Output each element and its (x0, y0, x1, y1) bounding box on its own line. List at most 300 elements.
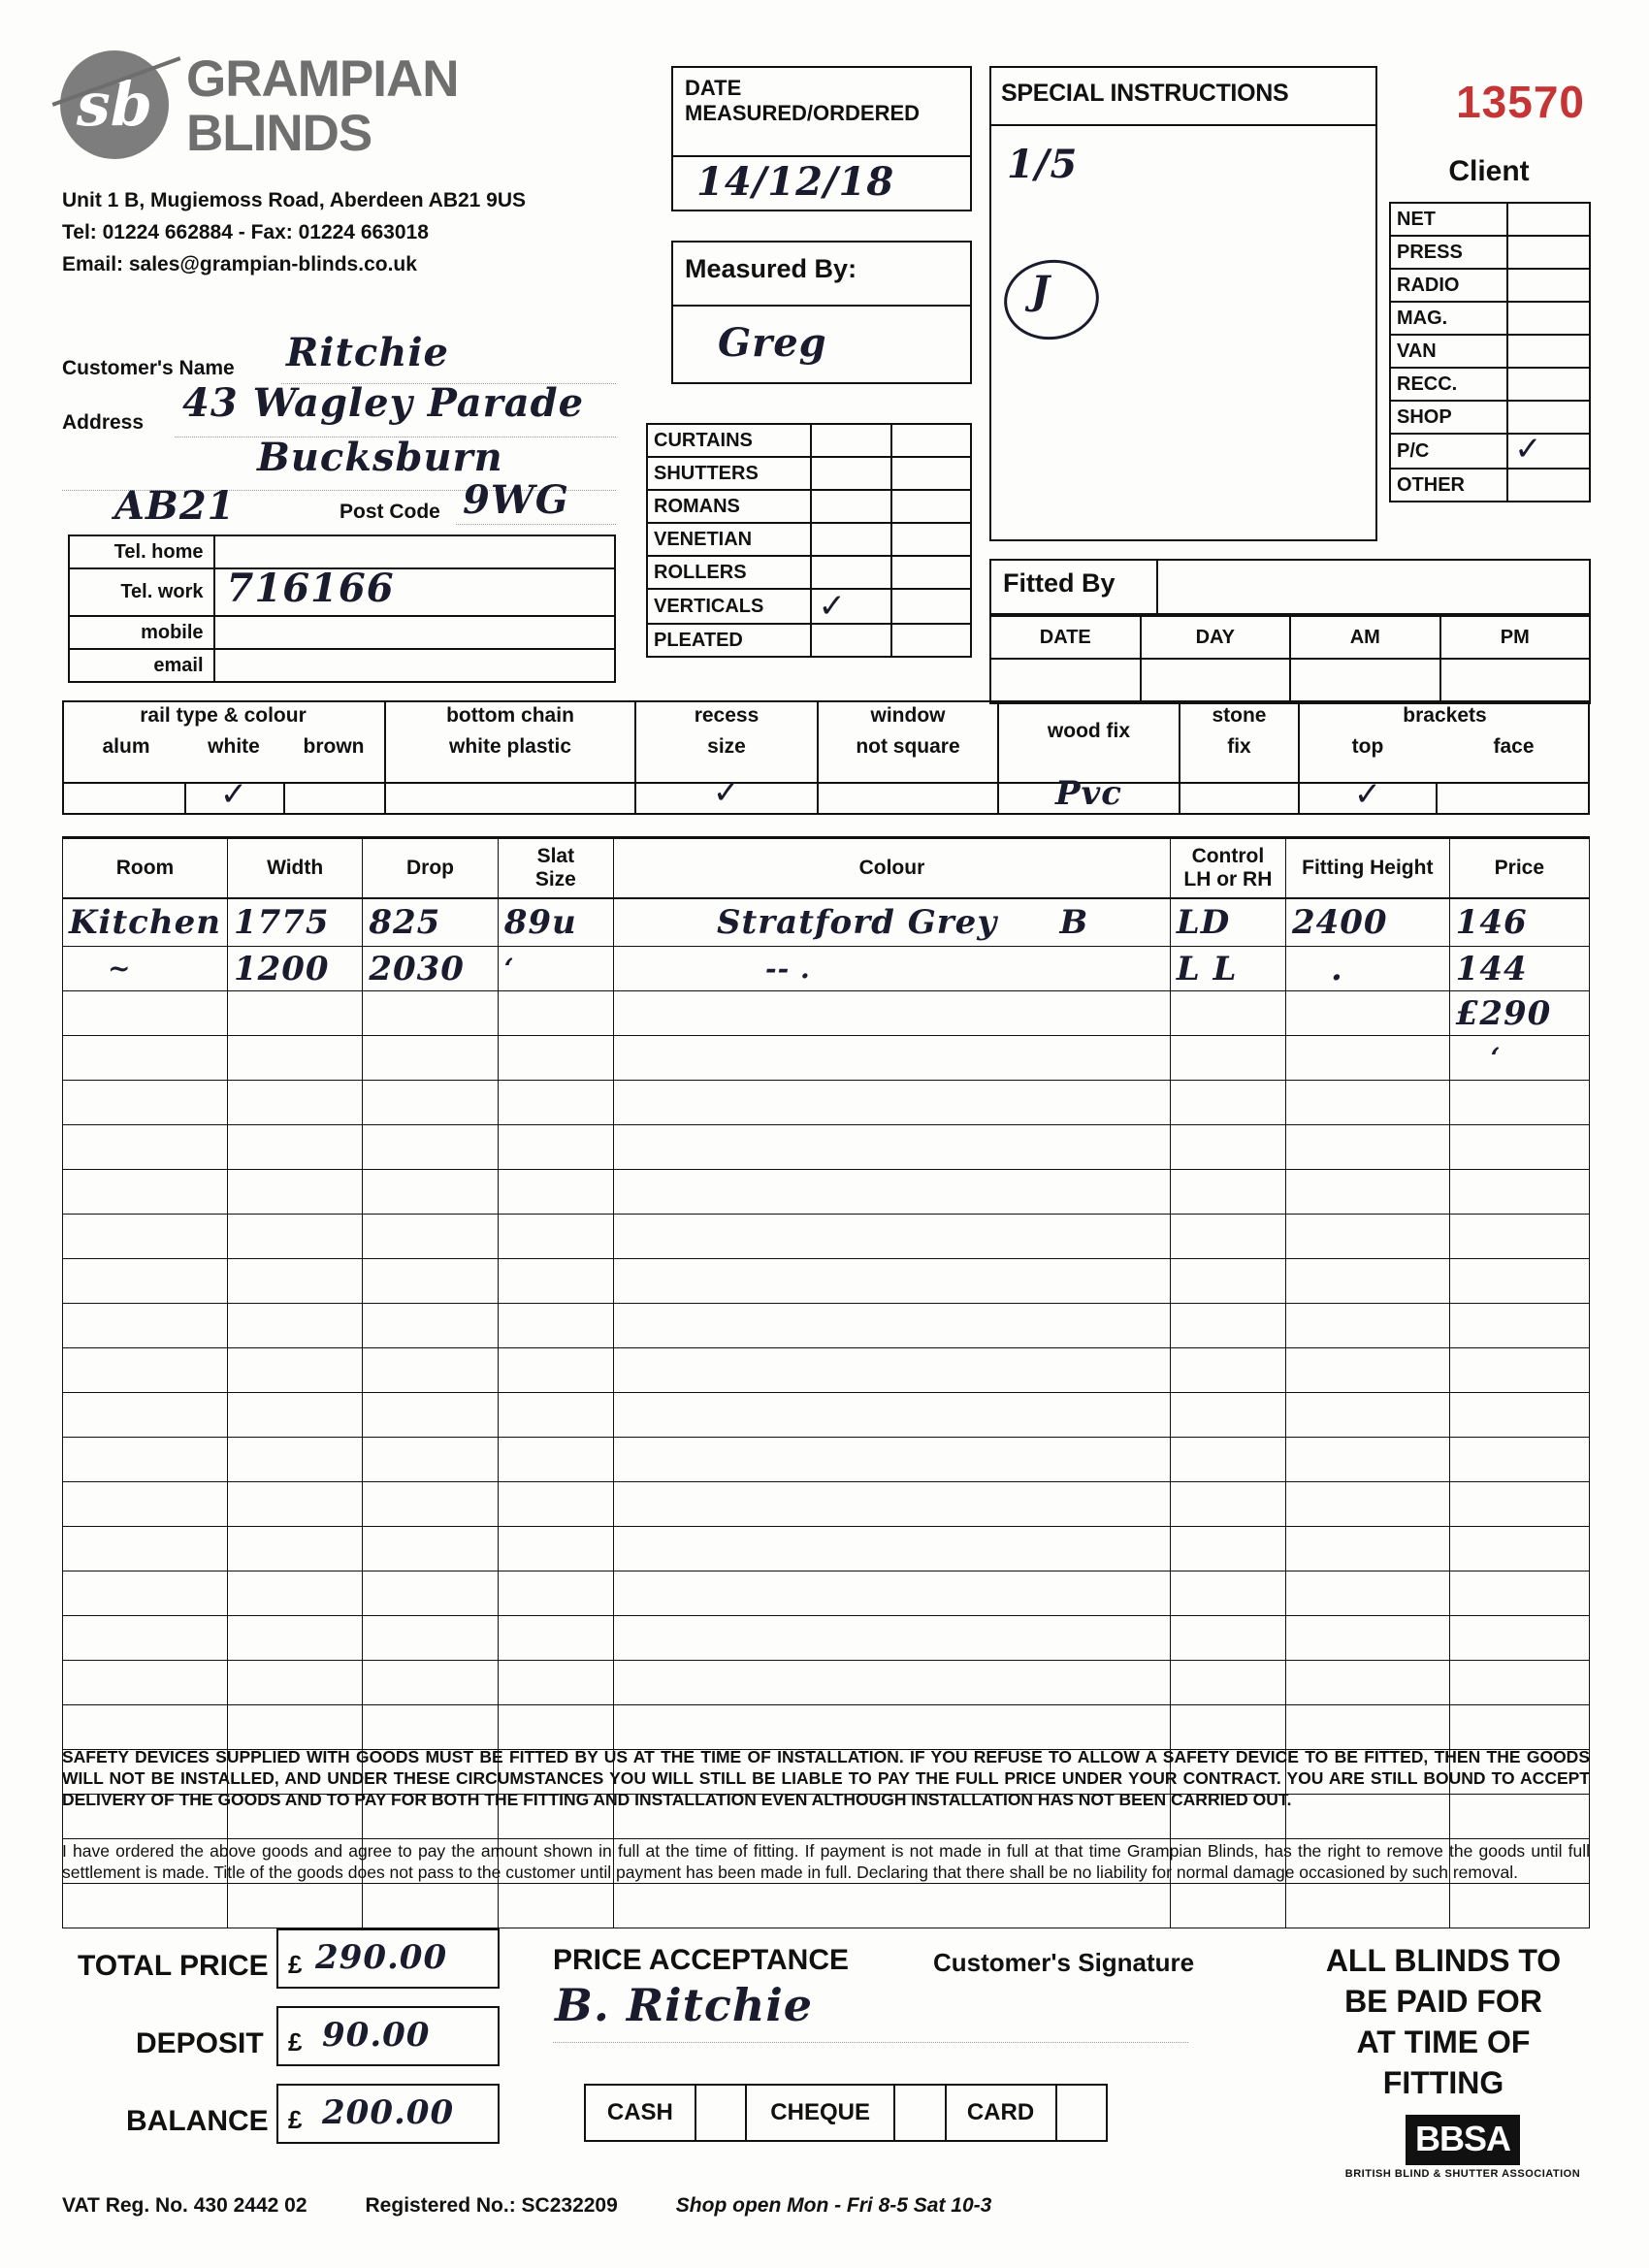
company-address: Unit 1 B, Mugiemoss Road, Aberdeen AB21 9US (62, 189, 527, 211)
cell-slat[interactable] (498, 1482, 613, 1527)
cell-drop[interactable] (363, 1438, 498, 1482)
cell-control[interactable] (1170, 1438, 1285, 1482)
product-type-label-2: ROMANS (647, 490, 811, 523)
cell-slat[interactable] (498, 1304, 613, 1348)
cell-height[interactable] (1285, 1482, 1449, 1527)
cell-price[interactable] (1449, 1259, 1589, 1304)
cell-control[interactable] (1170, 1304, 1285, 1348)
payment-cash-box[interactable] (695, 2085, 746, 2141)
balance-currency: £ (288, 2105, 303, 2134)
cell-height[interactable] (1285, 1125, 1449, 1170)
cell-drop[interactable] (363, 1036, 498, 1081)
cell-room[interactable] (63, 1259, 228, 1304)
cell-colour-text: Stratford Grey (717, 902, 998, 942)
date-label-line1: DATE (685, 76, 742, 100)
cell-colour[interactable] (614, 1705, 1171, 1750)
company-phone: Tel: 01224 662884 - Fax: 01224 663018 (62, 221, 429, 243)
items-col-room: Room (63, 838, 228, 898)
cell-slat[interactable] (498, 1616, 613, 1661)
table-row (63, 1705, 1590, 1750)
cell-control[interactable] (1170, 991, 1285, 1036)
client-label-2: RADIO (1390, 269, 1507, 302)
cell-colour[interactable] (614, 1616, 1171, 1661)
cell-room[interactable] (63, 1304, 228, 1348)
cell-price[interactable] (1449, 1348, 1589, 1393)
option-cell-window[interactable] (819, 782, 997, 815)
cell-room[interactable] (63, 1705, 228, 1750)
table-row (63, 1393, 1590, 1438)
cell-width[interactable] (227, 1661, 362, 1705)
cell-drop[interactable] (363, 991, 498, 1036)
cell-slat[interactable] (498, 898, 613, 947)
cell-height[interactable] (1285, 1661, 1449, 1705)
cell-slat[interactable] (498, 1661, 613, 1705)
cell-drop[interactable] (363, 1482, 498, 1527)
cell-width[interactable] (227, 1571, 362, 1616)
cell-control[interactable] (1170, 1259, 1285, 1304)
option-cell-bottom-chain[interactable] (386, 782, 634, 815)
cell-height[interactable] (1285, 1081, 1449, 1125)
payment-method-table (584, 2084, 1108, 2142)
cell-height[interactable] (1285, 947, 1449, 991)
cell-width[interactable] (227, 1527, 362, 1571)
product-type-cell-4b[interactable] (891, 556, 971, 589)
client-cell-1[interactable] (1507, 236, 1590, 269)
contact-label-3: email (69, 649, 214, 682)
cell-room[interactable] (63, 1438, 228, 1482)
company-name-line2: BLINDS (186, 105, 372, 162)
check-icon: ✓ (1514, 430, 1542, 469)
table-row (1390, 203, 1590, 236)
postcode-value[interactable]: 9WG (463, 477, 569, 523)
payment-cheque-label[interactable]: CHEQUE (746, 2085, 894, 2141)
table-row (63, 1438, 1590, 1482)
product-type-cell-4a[interactable] (811, 556, 890, 589)
cell-width[interactable] (227, 1170, 362, 1215)
cell-price-text: 146 (1455, 902, 1528, 942)
items-col-width: Width (227, 838, 362, 898)
option-cell-white[interactable] (184, 775, 283, 814)
cell-control[interactable] (1170, 1348, 1285, 1393)
cell-control[interactable] (1170, 1661, 1285, 1705)
cell-room[interactable] (63, 1036, 228, 1081)
fitted-col-2: AM (1290, 616, 1439, 659)
table-row (63, 1527, 1590, 1571)
cell-price[interactable] (1449, 1125, 1589, 1170)
items-col-colour: Colour (614, 838, 1171, 898)
contact-label-0: Tel. home (69, 535, 214, 568)
cell-drop[interactable] (363, 1259, 498, 1304)
cell-room[interactable] (63, 1125, 228, 1170)
cell-control[interactable] (1170, 1616, 1285, 1661)
cell-slat[interactable] (498, 991, 613, 1036)
cell-price[interactable] (1449, 1215, 1589, 1259)
client-label-3: MAG. (1390, 302, 1507, 335)
option-cell-recess[interactable] (636, 773, 817, 812)
option-label-face: face (1493, 735, 1535, 758)
cell-control[interactable] (1170, 1036, 1285, 1081)
cell-control[interactable] (1170, 1170, 1285, 1215)
cell-colour[interactable] (614, 1661, 1171, 1705)
client-cell-8[interactable] (1507, 469, 1590, 502)
table-row (63, 1036, 1590, 1081)
cell-height[interactable] (1285, 1304, 1449, 1348)
cell-room[interactable] (63, 1527, 228, 1571)
cell-slat-text: 89u (503, 902, 577, 942)
cell-height[interactable] (1285, 1616, 1449, 1661)
cell-width[interactable] (227, 1616, 362, 1661)
customer-address-line2[interactable]: Bucksburn (257, 435, 503, 480)
cell-price[interactable] (1449, 1527, 1589, 1571)
special-instructions-note-2[interactable]: J (1031, 268, 1051, 313)
table-row (63, 1081, 1590, 1125)
cell-slat[interactable] (498, 1705, 613, 1750)
contact-value-3[interactable] (214, 649, 615, 682)
cell-slat[interactable] (498, 1036, 613, 1081)
option-cell-top[interactable] (1300, 775, 1436, 814)
contact-value-1-text: 716166 (226, 566, 395, 611)
product-type-cell-5b[interactable] (891, 589, 971, 624)
contact-value-2[interactable] (214, 616, 615, 649)
cell-height[interactable] (1285, 1705, 1449, 1750)
payment-notice (1298, 1940, 1589, 2103)
cell-control[interactable] (1170, 1393, 1285, 1438)
cell-height[interactable] (1285, 1259, 1449, 1304)
table-row (1390, 434, 1590, 469)
cell-room[interactable] (63, 1661, 228, 1705)
cell-width[interactable] (227, 1705, 362, 1750)
option-cell-stone[interactable] (1180, 782, 1298, 815)
company-address-block (62, 184, 526, 280)
cell-colour[interactable] (614, 1259, 1171, 1304)
product-type-cell-3b[interactable] (891, 523, 971, 556)
option-cell-wood-fix[interactable] (999, 774, 1179, 813)
cell-room[interactable] (63, 1482, 228, 1527)
safety-terms: SAFETY DEVICES SUPPLIED WITH GOODS MUST BE FITTED BY US AT THE TIME OF INSTALLATION. IF YOU REFUSE TO ALLOW A SAFETY DEVICE TO BE FITTED, THEN THE GOODS WILL NOT BE INSTALLED, AND UNDER THESE CIRCUMSTANCES YOU WILL STILL BE LIABLE TO PAY THE FULL PRICE UNDER YOUR CONTRACT. YOU ARE STILL BOUND TO ACCEPT DELIVERY OF THE GOODS AND TO PAY FOR BOTH THE FITTING AND INSTALLATION EVEN ALTHOUGH INSTALLATION HAS NOT BEEN CARRIED OUT. (62, 1747, 1590, 1809)
product-type-cell-5a[interactable] (811, 589, 890, 624)
cell-width[interactable] (227, 898, 362, 947)
option-title-brackets: brackets (1403, 704, 1487, 727)
customer-signature[interactable]: B. Ritchie (555, 1979, 814, 2031)
cell-colour[interactable] (614, 1438, 1171, 1482)
cell-control[interactable] (1170, 947, 1285, 991)
product-type-label-6: PLEATED (647, 624, 811, 657)
table-row (63, 947, 1590, 991)
cell-colour[interactable] (614, 898, 1171, 947)
items-col-slat-l2: Size (534, 867, 576, 891)
cell-price[interactable] (1449, 898, 1589, 947)
cell-colour[interactable] (614, 1170, 1171, 1215)
cell-colour[interactable] (614, 1571, 1171, 1616)
cell-price[interactable] (1449, 1170, 1589, 1215)
cell-slat[interactable] (498, 1215, 613, 1259)
cell-slat[interactable] (498, 1393, 613, 1438)
cell-drop[interactable] (363, 1884, 498, 1928)
cell-slat[interactable] (498, 1884, 613, 1928)
product-type-cell-6a[interactable] (811, 624, 890, 657)
cell-room[interactable] (63, 1081, 228, 1125)
cell-control-text: L L (1176, 949, 1238, 988)
client-cell-7[interactable] (1507, 430, 1590, 469)
table-row (1390, 401, 1590, 434)
payment-cash-label[interactable]: CASH (585, 2085, 695, 2141)
payment-card-box[interactable] (1056, 2085, 1108, 2141)
cell-width[interactable] (227, 991, 362, 1036)
cell-room-text: ~ (108, 953, 132, 985)
measured-by-value[interactable]: Greg (718, 320, 827, 366)
cell-price-text: 144 (1455, 949, 1528, 988)
table-row (647, 457, 971, 490)
cell-room[interactable] (63, 1215, 228, 1259)
option-cell-face[interactable] (1438, 782, 1590, 815)
cell-height[interactable] (1285, 991, 1449, 1036)
customer-address-line3[interactable]: AB21 (114, 483, 236, 529)
cell-drop-text: 825 (369, 902, 441, 942)
special-instructions-divider (989, 124, 1377, 126)
cell-drop[interactable] (363, 1081, 498, 1125)
option-label-alum: alum (102, 735, 150, 758)
cell-slat[interactable] (498, 1125, 613, 1170)
cell-width[interactable] (227, 1259, 362, 1304)
cell-width[interactable] (227, 1482, 362, 1527)
cell-drop[interactable] (363, 1393, 498, 1438)
option-title-rail: rail type & colour (140, 704, 307, 727)
cell-control[interactable] (1170, 1884, 1285, 1928)
cell-price[interactable] (1449, 1482, 1589, 1527)
cell-width[interactable] (227, 947, 362, 991)
order-number: 13570 (1456, 77, 1585, 127)
cell-price[interactable] (1449, 1661, 1589, 1705)
client-label-4: VAN (1390, 335, 1507, 368)
cell-slat[interactable] (498, 1348, 613, 1393)
cell-slat[interactable] (498, 1527, 613, 1571)
cell-width[interactable] (227, 1036, 362, 1081)
cell-height[interactable] (1285, 1215, 1449, 1259)
client-cell-3[interactable] (1507, 302, 1590, 335)
cell-width[interactable] (227, 1348, 362, 1393)
cell-control[interactable] (1170, 1482, 1285, 1527)
deposit-currency: £ (288, 2027, 303, 2057)
table-row (63, 1661, 1590, 1705)
cell-room[interactable] (63, 1170, 228, 1215)
product-type-label-3: VENETIAN (647, 523, 811, 556)
cell-control[interactable] (1170, 898, 1285, 947)
cell-drop[interactable] (363, 1571, 498, 1616)
product-type-cell-2b[interactable] (891, 490, 971, 523)
customer-address-line1[interactable]: 43 Wagley Parade (182, 380, 585, 426)
cell-height[interactable] (1285, 1170, 1449, 1215)
product-type-cell-0b[interactable] (891, 424, 971, 457)
bbsa-mark-text: BBSA (1406, 2115, 1520, 2165)
option-label-white: white (208, 735, 260, 758)
product-type-cell-3a[interactable] (811, 523, 890, 556)
fitted-val-0[interactable] (990, 659, 1141, 703)
cell-control[interactable] (1170, 1705, 1285, 1750)
client-cell-2[interactable] (1507, 269, 1590, 302)
cell-control[interactable] (1170, 1125, 1285, 1170)
payment-notice-line1: ALL BLINDS TO (1325, 1943, 1562, 1978)
date-measured-value[interactable]: 14/12/18 (696, 159, 895, 205)
cell-slat[interactable] (498, 1081, 613, 1125)
product-type-cell-1a[interactable] (811, 457, 890, 490)
cell-height[interactable] (1285, 1036, 1449, 1081)
payment-cheque-box[interactable] (894, 2085, 945, 2141)
cell-price[interactable] (1449, 947, 1589, 991)
product-type-cell-1b[interactable] (891, 457, 971, 490)
check-icon: ✓ (712, 773, 741, 812)
cell-price[interactable] (1449, 1705, 1589, 1750)
cell-height[interactable] (1285, 1393, 1449, 1438)
client-cell-4[interactable] (1507, 335, 1590, 368)
fitted-col-0: DATE (990, 616, 1141, 659)
option-sub-stone: fix (1227, 735, 1251, 758)
cell-slat-text: ‘ (503, 953, 515, 985)
cell-control[interactable] (1170, 1081, 1285, 1125)
cell-drop[interactable] (363, 1125, 498, 1170)
cell-drop[interactable] (363, 1348, 498, 1393)
client-label-5: RECC. (1390, 368, 1507, 401)
table-row (585, 2085, 1107, 2141)
cell-width[interactable] (227, 1438, 362, 1482)
cell-drop[interactable] (363, 1527, 498, 1571)
payment-card-label[interactable]: CARD (946, 2085, 1056, 2141)
check-icon: ✓ (219, 775, 248, 814)
table-row (647, 624, 971, 657)
cell-control[interactable] (1170, 1527, 1285, 1571)
cell-width[interactable] (227, 1884, 362, 1928)
cell-drop[interactable] (363, 947, 498, 991)
cell-width[interactable] (227, 1393, 362, 1438)
cell-price[interactable] (1449, 1884, 1589, 1928)
cell-colour[interactable] (614, 1304, 1171, 1348)
footer (62, 2194, 1590, 2218)
cell-slat[interactable] (498, 947, 613, 991)
cell-height[interactable] (1285, 1571, 1449, 1616)
cell-price[interactable] (1449, 1571, 1589, 1616)
cell-width[interactable] (227, 1081, 362, 1125)
cell-price[interactable] (1449, 1393, 1589, 1438)
client-cell-0[interactable] (1507, 203, 1590, 236)
signature-rule (553, 2042, 1188, 2043)
postcode-rule (456, 524, 616, 525)
cell-width[interactable] (227, 1125, 362, 1170)
contact-value-1[interactable] (214, 568, 615, 616)
cell-room[interactable] (63, 991, 228, 1036)
cell-drop[interactable] (363, 1616, 498, 1661)
cell-room[interactable] (63, 1571, 228, 1616)
cell-slat[interactable] (498, 1259, 613, 1304)
fitted-val-2[interactable] (1290, 659, 1439, 703)
cell-room[interactable] (63, 947, 228, 991)
cell-slat[interactable] (498, 1438, 613, 1482)
cell-drop[interactable] (363, 1705, 498, 1750)
product-type-cell-0a[interactable] (811, 424, 890, 457)
cell-width[interactable] (227, 1304, 362, 1348)
cell-slat[interactable] (498, 1571, 613, 1616)
company-logo (60, 50, 603, 167)
cell-price[interactable] (1449, 991, 1589, 1036)
cell-colour[interactable] (614, 1482, 1171, 1527)
table-row (63, 898, 1590, 947)
footer-hours: Shop open Mon - Fri 8-5 Sat 10-3 (675, 2194, 992, 2217)
cell-control[interactable] (1170, 1215, 1285, 1259)
table-row (63, 1170, 1590, 1215)
cell-room[interactable] (63, 1393, 228, 1438)
cell-colour[interactable] (614, 1081, 1171, 1125)
cell-room[interactable] (63, 1616, 228, 1661)
fitted-val-3[interactable] (1440, 659, 1590, 703)
cell-slat[interactable] (498, 1170, 613, 1215)
signature-label: Customer's Signature (933, 1948, 1195, 1977)
cell-colour[interactable] (614, 947, 1171, 991)
special-instructions-note-1[interactable]: 1/5 (1007, 142, 1079, 187)
cell-colour[interactable] (614, 1393, 1171, 1438)
cell-height[interactable] (1285, 898, 1449, 947)
total-price-label: TOTAL PRICE (78, 1950, 269, 1982)
price-acceptance-title: PRICE ACCEPTANCE (553, 1944, 850, 1976)
contact-value-0[interactable] (214, 535, 615, 568)
deposit-value: 90.00 (322, 2016, 431, 2055)
cell-drop[interactable] (363, 1304, 498, 1348)
product-type-cell-2a[interactable] (811, 490, 890, 523)
cell-width[interactable] (227, 1215, 362, 1259)
cell-height[interactable] (1285, 1527, 1449, 1571)
cell-colour-extra: B (1059, 902, 1089, 942)
cell-price[interactable] (1449, 1438, 1589, 1482)
cell-room[interactable] (63, 1348, 228, 1393)
cell-drop[interactable] (363, 1661, 498, 1705)
cell-colour[interactable] (614, 1036, 1171, 1081)
cell-price[interactable] (1449, 1616, 1589, 1661)
cell-price[interactable] (1449, 1081, 1589, 1125)
cell-drop[interactable] (363, 1170, 498, 1215)
product-type-table (646, 423, 972, 658)
option-title-stone: stone (1212, 704, 1267, 727)
cell-colour[interactable] (614, 1125, 1171, 1170)
cell-height[interactable] (1285, 1438, 1449, 1482)
option-title-window: window (870, 704, 946, 727)
cell-height[interactable] (1285, 1348, 1449, 1393)
cell-room[interactable] (63, 898, 228, 947)
option-sub-recess: size (707, 735, 746, 758)
customer-name-value[interactable]: Ritchie (286, 330, 449, 375)
client-cell-6[interactable] (1507, 401, 1590, 434)
measured-by-divider (671, 305, 972, 307)
cell-colour[interactable] (614, 991, 1171, 1036)
items-col-slat-l1: Slat (536, 844, 575, 867)
cell-colour[interactable] (614, 1348, 1171, 1393)
cell-drop[interactable] (363, 898, 498, 947)
product-type-cell-6b[interactable] (891, 624, 971, 657)
table-row (647, 589, 971, 624)
cell-control[interactable] (1170, 1571, 1285, 1616)
cell-price[interactable] (1449, 1036, 1589, 1081)
cell-height[interactable] (1285, 1884, 1449, 1928)
items-col-control-l2: LH or RH (1183, 867, 1273, 891)
product-type-label-4: ROLLERS (647, 556, 811, 589)
cell-colour[interactable] (614, 1884, 1171, 1928)
cell-price[interactable] (1449, 1304, 1589, 1348)
table-row (63, 1616, 1590, 1661)
fitted-val-1[interactable] (1141, 659, 1291, 703)
table-row (990, 616, 1590, 659)
cell-room[interactable] (63, 1884, 228, 1928)
client-cell-5[interactable] (1507, 368, 1590, 401)
cell-colour[interactable] (614, 1215, 1171, 1259)
cell-drop[interactable] (363, 1215, 498, 1259)
cell-colour[interactable] (614, 1527, 1171, 1571)
table-row (1390, 335, 1590, 368)
